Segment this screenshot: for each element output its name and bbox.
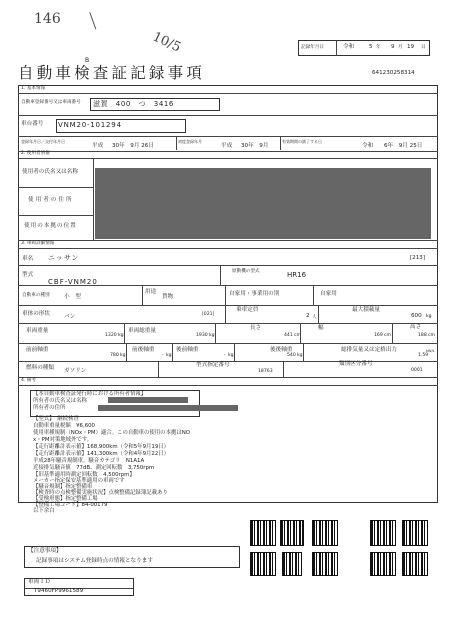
ff-axle-unit: kg [120,353,126,358]
qr-code-icon [402,552,428,576]
record-date-y: 年 [376,45,381,50]
vehicle-id-value: T9460FP9961589 [34,588,84,594]
type-no-value: 18763 [258,369,273,374]
category-label: 類別区分番号 [339,361,373,367]
remark-line: 所有者の氏名又は名称 [33,398,87,404]
rf-axle-value: - [224,353,226,358]
section-user-header: 2. 使用者情報 [21,151,50,156]
capacity-label: 乗車定員 [236,307,259,313]
notice-text: 記録事項はシステム登録時点の情報となります [36,558,153,564]
remark-line: 以下余白 [33,508,55,514]
length-label: 長さ [250,325,262,331]
fuel-value: ガソリン [64,368,87,374]
expiry-era: 令和 [362,143,374,149]
remark-line: x・PM対策地域外です。 [33,437,93,443]
redacted-owner-name [108,397,188,403]
remark-line: 自動車重量税額 ¥6,600 [33,423,95,429]
remark-line: 【騒音規制】指定整備車 [33,484,93,490]
max-load-label: 最大積載量 [352,307,380,313]
length-unit: cm [294,333,302,338]
capacity-unit: 人 [312,315,317,320]
first-reg-value: 30年 9月 [241,143,269,149]
max-load-unit: kg [426,314,432,319]
section-remarks-header: 4. 備考 [21,378,37,383]
displacement-unit: kW/L [426,349,435,353]
gross-label: 車両総重量 [128,328,156,334]
remark-line: 所有者の住所 [33,405,66,411]
qr-code-icon [370,552,396,576]
gross-value: 1930 [196,333,208,338]
engine-value: HR16 [287,271,307,279]
use-label: 用途 [145,289,157,295]
car-name-code: [213] [410,255,426,261]
max-load-value: 600 [411,313,422,319]
mark-b: B [85,57,90,64]
record-date-month: 9 [391,44,395,50]
record-date-m: 月 [398,45,403,50]
body-code: [021] [202,312,215,317]
fr-axle-unit: kg [166,353,172,358]
weight-value: 1320 [105,333,117,338]
body-value: バン [64,314,76,320]
remark-line: 【走行距離計表示値】141,300km（令和4年9月22日） [33,451,170,457]
handwritten-number: 146 [34,11,61,27]
reg-date-value: 30年 9月 26日 [112,143,154,149]
document-title: 自動車検査証記録事項 [18,64,206,82]
kind-label: 自動車の種別 [22,293,50,298]
fr-axle-label: 前後軸重 [132,347,155,353]
qr-code-icon [402,520,428,546]
expiry-value: 6年 9月 25日 [384,143,423,149]
reg-date-era: 平成 [92,143,104,149]
reg-number-label: 自動車登録番号又は車両番号 [21,100,81,105]
width-unit: cm [384,333,392,338]
remark-line: メーカー指定保安基準適用の車両です [33,478,125,484]
document-number: 641230258314 [372,70,415,76]
remark-line: 【整備工場コード】84-00179 [33,502,108,508]
first-reg-label: 初度登録年月 [178,139,202,144]
first-reg-era: 平成 [221,143,233,149]
qr-code-icon [312,552,338,576]
gross-unit: kg [209,333,215,338]
expiry-label: 有効期間の満了する日 [282,139,322,144]
reg-number-value: 滋賀 400 つ 3416 [93,100,174,108]
height-value: 188 [418,333,427,338]
user-address-label: 使用者の住所 [28,197,74,203]
ff-axle-label: 前前軸重 [26,347,49,353]
use-value: 貨物 [162,294,174,300]
user-name-label: 使用者の氏名又は名称 [22,169,78,175]
remark-line: 【旧基準適用時測定回転数 4,500rpm】 [33,472,135,478]
rf-axle-label: 後前軸重 [176,347,199,353]
height-label: 高さ [410,324,422,330]
width-value: 169 [374,333,383,338]
handwritten-note: 10/5 [150,29,184,56]
remark-line: 平成28年騒音規制車。騒音カテゴリ N1A1A [33,458,145,464]
record-date-era: 令和 [343,44,355,50]
remark-line: 使用車種規制（NOx・PM）適合。この自動車の使用の本拠はNO [33,430,191,436]
length-value: 441 [284,333,293,338]
record-date-day: 19 [407,44,415,50]
vin-label: 車台番号 [21,121,44,127]
remark-line: 【型式】 継続検査 [33,416,79,422]
remark-line: 【検査時の点検整備実施状況】点検整備記録簿記載あり [33,490,168,496]
record-date-label: 記録年月日 [301,45,324,50]
handwritten-stroke [89,9,105,30]
height-unit: cm [428,333,436,338]
weight-label: 車両重量 [26,328,49,334]
qr-code-icon [370,520,396,546]
user-base-label: 使用の本拠の位置 [24,223,77,229]
qr-code-icon [250,520,276,546]
ff-axle-value: 780 [110,353,119,358]
remark-line: 【受検形態】指定整備工場 [33,496,98,502]
displacement-value: 1.59 [418,353,429,358]
reg-date-label: 登録年月日／交付年月日 [21,139,65,144]
fuel-label: 燃料の種類 [26,365,54,371]
vehicle-id-label: 車両ＩＤ [28,579,51,585]
record-date-box [298,40,430,56]
qr-code-icon [250,552,276,576]
car-name-value: ニッサン [48,254,80,262]
model-value: CBF-VNM20 [48,278,98,286]
displacement-label: 総排気量又は定格出力 [341,347,397,353]
engine-label: 原動機の型式 [232,269,260,274]
business-label: 自家用・事業用の別 [229,291,280,297]
rr-axle-value: 540 [287,353,296,358]
section-basic-header: 1. 基本情報 [21,86,46,91]
section-vehicle-header: 3. 車両詳細情報 [21,241,55,246]
record-date-d: 日 [421,45,426,50]
business-value: 自家用 [320,291,337,297]
category-value: 0001 [411,368,423,373]
redacted-user-info [95,168,431,239]
body-label: 車体の形状 [22,311,50,317]
notice-header: 【注意事項】 [28,548,62,554]
capacity-value: 2 [306,313,310,319]
qr-code-icon [312,520,338,546]
rr-axle-label: 後後軸重 [270,347,293,353]
remark-line: 【走行距離計表示値】168,900km（令和5年9月19日） [33,444,170,450]
vin-value: VNM20-101294 [58,121,122,129]
car-name-label: 車名 [22,256,34,262]
weight-unit: kg [118,333,124,338]
qr-code-icon [282,552,302,576]
type-no-label: 型式指定番号 [196,362,230,368]
kind-value: 小 型 [64,294,81,300]
record-date-year: 5 [369,44,373,50]
rr-axle-unit: kg [297,353,303,358]
remark-line: 近接排気騒音値 77dB、測定回転数 3,750rpm [33,465,155,471]
qr-code-icon [280,520,304,546]
width-label: 幅 [318,325,324,331]
model-label: 型式 [22,272,34,278]
fr-axle-value: - [162,353,164,358]
remark-line: 【本自動車検査証発行時における所有者情報】 [33,391,147,397]
rf-axle-unit: kg [228,353,234,358]
redacted-owner-address [98,405,238,411]
